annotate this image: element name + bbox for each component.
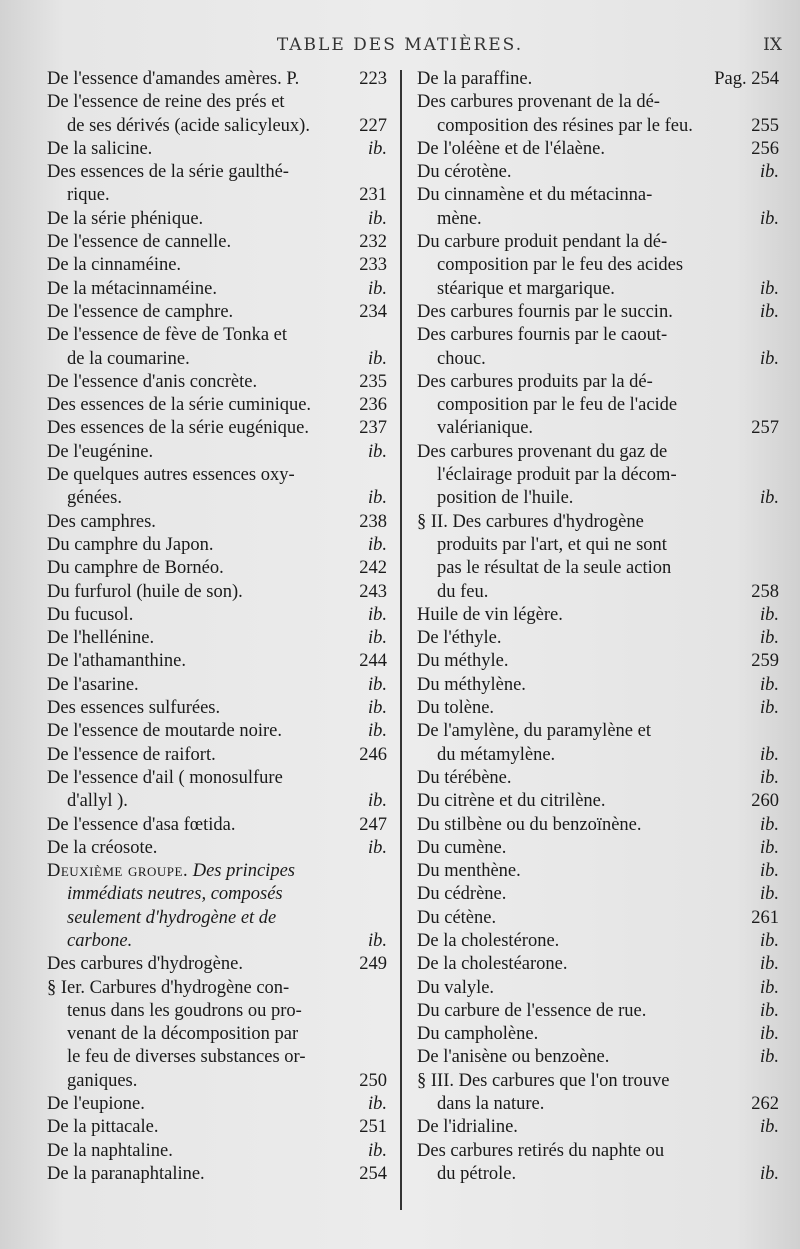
toc-page-ref: 243 [359,581,387,602]
toc-entry-line: De la série phénique. ib. [47,208,397,231]
toc-page-ref: 249 [359,954,387,975]
toc-entry-line: De l'essence de camphre. 234 [47,301,397,324]
group-title: Des principes [188,861,295,882]
toc-entry-line: § Ier. Carbures d'hydrogène con- [47,977,290,998]
toc-entry-line: de ses dérivés (acide salicyleux). 227 [47,115,397,138]
toc-entry [417,627,779,650]
toc-entry-line: génées. ib. [47,487,397,510]
toc-entry-line: l'éclairage produit par la décom- [437,465,677,486]
toc-page-ref: ib. [367,1094,387,1115]
toc-entry [47,767,397,814]
toc-entry-line: Des carbures fournis par le caout- [417,325,668,346]
toc-entry [47,464,397,511]
toc-entry-line: Des essences de la série eugénique. 237 [47,417,397,440]
toc-page-ref: 231 [359,185,387,206]
toc-page-ref: 232 [359,232,387,253]
toc-entry [47,371,397,394]
toc-page-ref: 235 [359,371,387,392]
toc-entry-line: De l'essence de reine des prés et [47,92,285,113]
toc-entry-line: composition des résines par le feu. 255 [417,115,759,138]
toc-page-ref: 254 [359,1163,387,1184]
toc-entry-line: De l'essence de raifort. 246 [47,744,397,767]
toc-entry [417,68,779,91]
toc-page-ref: 246 [359,744,387,765]
toc-entry-line: De l'essence de moutarde noire. ib. [47,720,397,743]
toc-entry [47,674,397,697]
toc-entry-line: Du carbure de l'essence de rue. ib. [417,1000,759,1023]
toc-entry [417,371,779,441]
running-title: TABLE DES MATIÈRES. [276,35,524,55]
toc-entry-line: De la cholestéarone. ib. [417,953,759,976]
toc-page-ref: 258 [751,581,779,602]
toc-page-ref: 247 [359,814,387,835]
toc-entry-line: pas le résultat de la seule action [437,558,672,579]
toc-page-ref: ib. [759,954,779,975]
toc-page-ref: ib. [759,1117,779,1138]
toc-entry [417,674,779,697]
toc-column-left [47,68,397,1186]
toc-entry [417,184,779,231]
toc-page-ref: 262 [751,1094,779,1115]
toc-entry-line: seulement d'hydrogène et de [67,907,277,928]
toc-entry [47,977,397,1093]
toc-entry [417,977,779,1000]
toc-page-ref: 227 [359,115,387,136]
toc-entry [417,138,779,161]
toc-entry [417,1000,779,1023]
toc-entry [417,814,779,837]
toc-entry [47,557,397,580]
toc-entry-line: De l'essence de cannelle. 232 [47,231,397,254]
toc-entry [417,650,779,673]
toc-entry-line: Du méthyle. 259 [417,650,759,673]
toc-entry-line: De l'idrialine. ib. [417,1116,759,1139]
toc-entry-line: Du fucusol. ib. [47,604,397,627]
toc-page-ref: 238 [359,511,387,532]
toc-entry [47,324,397,371]
toc-entry-line: De la cinnaméine. 233 [47,254,397,277]
toc-entry [417,697,779,720]
toc-entry [47,814,397,837]
toc-entry-line: Des carbures fournis par le succin. ib. [417,301,759,324]
toc-entry [47,441,397,464]
toc-entry-line: Huile de vin légère. ib. [417,604,759,627]
page-header [0,35,800,63]
toc-entry [417,1116,779,1139]
toc-entry [417,161,779,184]
toc-page-ref: ib. [759,1047,779,1068]
toc-page-ref: ib. [759,208,779,229]
toc-entry [47,837,397,860]
toc-page-ref: ib. [367,674,387,695]
toc-page-ref: ib. [759,814,779,835]
toc-entry [47,301,397,324]
toc-entry-line: immédiats neutres, composés [67,884,283,905]
toc-entry [417,1046,779,1069]
toc-entry [417,1140,779,1187]
toc-entry-line: ganiques. 250 [47,1070,397,1093]
toc-entry-line: De la salicine. ib. [47,138,397,161]
toc-entry [417,953,779,976]
page-number: IX [763,35,782,55]
toc-page-ref: ib. [759,1163,779,1184]
toc-entry-line: De l'essence d'amandes amères. P. 223 [47,68,397,91]
toc-entry-line: De l'éthyle. ib. [417,627,759,650]
toc-entry-line: du feu. 258 [417,581,759,604]
toc-entry-line: De la paranaphtaline. 254 [47,1163,397,1186]
toc-page-ref: ib. [367,604,387,625]
toc-entry-line: Du camphre de Bornéo. 242 [47,557,397,580]
toc-entry [47,953,397,976]
toc-page-ref: 244 [359,651,387,672]
toc-entry-line: De l'eupione. ib. [47,1093,397,1116]
toc-entry [417,837,779,860]
toc-entry-line: Du cétène. 261 [417,907,759,930]
toc-entry [47,417,397,440]
toc-page-ref: 223 [359,69,387,89]
toc-entry-line: produits par l'art, et qui ne sont [437,534,667,555]
toc-entry-line: du métamylène. ib. [417,744,759,767]
toc-entry-line: De la créosote. ib. [47,837,397,860]
toc-page-ref: ib. [759,977,779,998]
toc-entry [47,1140,397,1163]
toc-page-ref: 260 [751,791,779,812]
toc-entry-line: venant de la décomposition par [67,1024,299,1045]
toc-entry [417,883,779,906]
toc-entry [47,254,397,277]
toc-entry-line: De l'amylène, du paramylène et [417,721,651,742]
toc-entry [47,231,397,254]
toc-entry-line: Des camphres. 238 [47,511,397,534]
toc-page-ref: ib. [367,138,387,159]
toc-entry [417,1023,779,1046]
toc-entry [417,860,779,883]
toc-entry-line: Du camphre du Japon. ib. [47,534,397,557]
toc-entry-line: stéarique et margarique. ib. [417,278,759,301]
toc-entry [47,627,397,650]
toc-entry-line: Du cinnamène et du métacinna- [417,185,653,206]
toc-entry-line: De l'athamanthine. 244 [47,650,397,673]
toc-page-ref: ib. [367,628,387,649]
toc-page-ref: 234 [359,301,387,322]
toc-entry-line: Du cédrène. ib. [417,883,759,906]
toc-page-ref: ib. [759,767,779,788]
toc-page-ref: ib. [367,837,387,858]
toc-entry-line: Des carbures provenant du gaz de [417,441,668,462]
toc-entry-line: Du cumène. ib. [417,837,759,860]
toc-page-ref: ib. [367,791,387,812]
toc-entry [417,720,779,767]
toc-entry-line [47,860,397,883]
toc-page-ref: ib. [759,301,779,322]
toc-page-ref: 259 [751,651,779,672]
toc-entry [47,650,397,673]
toc-entry-line: Du stilbène ou du benzoïnène. ib. [417,814,759,837]
toc-page-ref: ib. [367,488,387,509]
toc-column-right [417,68,779,1186]
toc-entry [47,1093,397,1116]
toc-entry-line: De la naphtaline. ib. [47,1140,397,1163]
toc-entry-line: Des essences de la série gaulthé- [47,162,289,183]
toc-entry-line: le feu de diverses substances or- [67,1047,306,1068]
toc-entry [417,301,779,324]
toc-page-ref: 255 [751,115,779,136]
toc-entry-line: d'allyl ). ib. [47,790,397,813]
toc-page-ref: 242 [359,558,387,579]
toc-page-ref: 257 [751,418,779,439]
toc-entry-line: Du citrène et du citrilène. 260 [417,790,759,813]
toc-entry-line: mène. ib. [417,208,759,231]
toc-entry [417,91,779,138]
toc-page-ref: ib. [367,930,387,951]
toc-entry-line: De l'asarine. ib. [47,674,397,697]
toc-page-ref: ib. [759,628,779,649]
toc-entry [47,1163,397,1186]
toc-page-ref: 250 [359,1070,387,1091]
toc-entry-line: De l'essence d'asa fœtida. 247 [47,814,397,837]
toc-page-ref: ib. [367,208,387,229]
toc-entry [417,1070,779,1117]
toc-page-ref: ib. [759,278,779,299]
toc-entry [47,91,397,138]
toc-page-ref: ib. [759,162,779,183]
toc-entry-line: De la métacinnaméine. ib. [47,278,397,301]
toc-entry [417,790,779,813]
toc-page-ref: ib. [759,348,779,369]
toc-entry-line: De l'eugénine. ib. [47,441,397,464]
toc-entry-line: Du méthylène. ib. [417,674,759,697]
toc-entry [47,744,397,767]
toc-entry [47,604,397,627]
toc-entry [417,604,779,627]
toc-entry-line: De l'anisène ou benzoène. ib. [417,1046,759,1069]
toc-entry-line: Des essences de la série cuminique. 236 [47,394,397,417]
toc-page-ref: ib. [367,348,387,369]
toc-page-ref: ib. [367,278,387,299]
toc-entry-line: Du valyle. ib. [417,977,759,1000]
toc-page-ref: ib. [367,441,387,462]
toc-entry-line: Du cérotène. ib. [417,161,759,184]
toc-page-ref: ib. [759,930,779,951]
toc-page-ref: 236 [359,395,387,416]
toc-entry-line: de la coumarine. ib. [47,348,397,371]
toc-entry [47,394,397,417]
toc-entry-line: De la cholestérone. ib. [417,930,759,953]
toc-page-ref: ib. [367,534,387,555]
toc-page-ref: ib. [759,488,779,509]
toc-entry-line: De l'hellénine. ib. [47,627,397,650]
toc-entry [417,907,779,930]
toc-entry-line: dans la nature. 262 [417,1093,759,1116]
toc-page-ref: ib. [759,604,779,625]
toc-entry-line: valérianique. 257 [417,417,759,440]
toc-entry-line: Du menthène. ib. [417,860,759,883]
toc-entry [47,511,397,534]
toc-entry-line: carbone. ib. [47,930,397,953]
toc-entry [47,161,397,208]
toc-page-ref: ib. [367,698,387,719]
toc-entry-line: Des carbures retirés du naphte ou [417,1140,665,1161]
group-label: Deuxième groupe. [47,861,189,882]
toc-page-ref: ib. [759,884,779,905]
toc-entry [47,1116,397,1139]
toc-entry [47,278,397,301]
toc-entry [417,511,779,604]
toc-entry-line: position de l'huile. ib. [417,487,759,510]
toc-entry-line: De la paraffine. Pag. 254 [417,68,759,91]
toc-page-ref: ib. [759,1000,779,1021]
toc-entry-line: De l'essence de fève de Tonka et [47,325,288,346]
toc-entry-line: § II. Des carbures d'hydrogène [417,511,644,532]
toc-entry [47,138,397,161]
toc-entry-line: De l'oléène et de l'élaène. 256 [417,138,759,161]
toc-entry [417,767,779,790]
toc-entry-line: § III. Des carbures que l'on trouve [417,1070,670,1091]
toc-page-ref: ib. [367,721,387,742]
toc-entry [47,534,397,557]
toc-page-ref: 256 [751,138,779,159]
toc-entry-line: Des carbures produits par la dé- [417,371,653,392]
toc-page-ref: 237 [359,418,387,439]
toc-entry [47,720,397,743]
toc-entry [417,231,779,301]
toc-page-ref: 261 [751,907,779,928]
toc-entry-line: Du tolène. ib. [417,697,759,720]
toc-page-ref: ib. [759,837,779,858]
toc-page-ref: ib. [759,744,779,765]
toc-entry-line: Du térébène. ib. [417,767,759,790]
toc-page-ref: ib. [759,1024,779,1045]
toc-entry-line: Du campholène. ib. [417,1023,759,1046]
toc-page-ref: ib. [759,861,779,882]
toc-entry [417,441,779,511]
toc-entry-line: Des essences sulfurées. ib. [47,697,397,720]
toc-entry-line: Du furfurol (huile de son). 243 [47,581,397,604]
toc-entry-line: composition par le feu des acides [437,255,684,276]
toc-entry-line: Du carbure produit pendant la dé- [417,232,668,253]
toc-entry-line: De quelques autres essences oxy- [47,465,295,486]
toc-entry [417,324,779,371]
toc-entry-line: rique. 231 [47,184,397,207]
toc-entry-line: chouc. ib. [417,348,759,371]
toc-entry [47,581,397,604]
toc-entry [47,860,397,953]
toc-page-ref: 251 [359,1117,387,1138]
toc-entry-line: Des carbures d'hydrogène. 249 [47,953,397,976]
toc-entry [417,930,779,953]
toc-entry-line: tenus dans les goudrons ou pro- [67,1000,302,1021]
toc-entry-line: composition par le feu de l'acide [437,395,678,416]
toc-entry-line: De la pittacale. 251 [47,1116,397,1139]
toc-entry-line: du pétrole. ib. [417,1163,759,1186]
toc-page-ref: ib. [367,1140,387,1161]
toc-page-ref: ib. [759,674,779,695]
column-divider [400,70,402,1210]
toc-entry [47,697,397,720]
toc-entry-line: De l'essence d'anis concrète. 235 [47,371,397,394]
toc-entry-line: De l'essence d'ail ( monosulfure [47,767,283,788]
toc-page-ref: 233 [359,255,387,276]
toc-entry [47,68,397,91]
toc-entry-line: Des carbures provenant de la dé- [417,92,660,113]
toc-page-ref: ib. [759,698,779,719]
toc-entry [47,208,397,231]
toc-page-ref: Pag. 254 [714,69,779,89]
